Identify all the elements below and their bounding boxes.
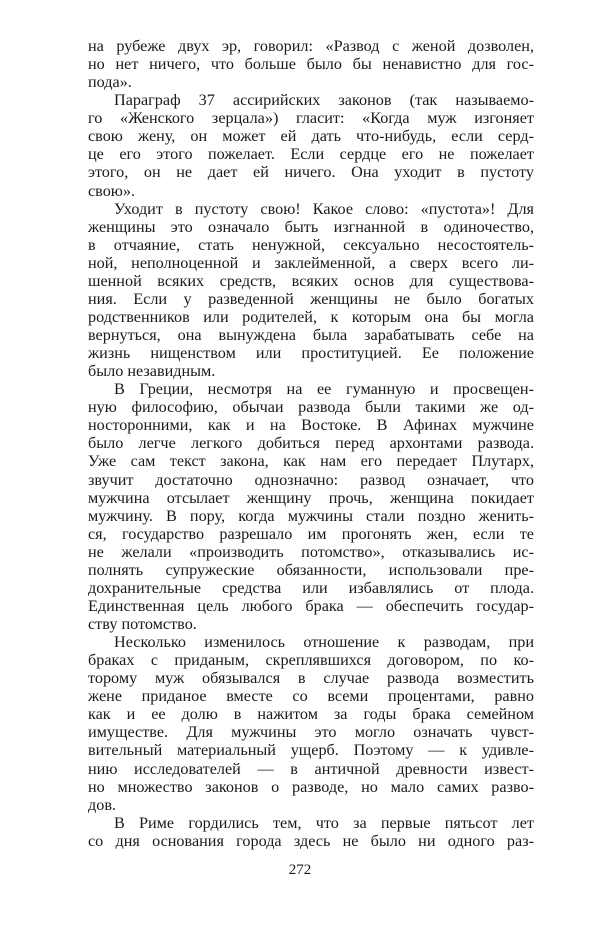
text-line: мужчина отсылает женщину прочь, женщина покидает [88,488,534,507]
text-line: но нет ничего, что больше было бы ненавистно для гос- [88,55,534,74]
text-line: торому муж обязывался в случае развода возместить [88,669,534,688]
text-line: Уже сам текст закона, как нам его передает Плутарх, [88,452,534,471]
page-number: 272 [288,862,312,878]
paragraph [88,814,534,850]
text-line: было незавидным. [88,362,216,381]
text-line: женщины это означало быть изгнанной в одиночество, [88,217,534,236]
text-line: со дня основания города здесь не было ни одного раз- [88,831,534,850]
text-line: жене приданое вместе со всеми процентами, равно [88,687,534,706]
text-line: Параграф 37 ассирийских законов (так называемо- [114,91,534,110]
text-line: но множество законов о разводе, но мало самих разво- [88,777,534,796]
text-line: вернуться, она вынуждена была зарабатывать себе на [88,326,534,344]
text-line: Несколько изменилось отношение к разводам, при [114,633,534,652]
text-line: этого, он не дает ей ничего. Она уходит в пустоту [88,163,534,182]
text-line: полнять супружеские обязанности, использовали пре- [88,560,534,579]
text-line: це его этого пожелает. Если сердце его не пожелает [88,145,534,164]
text-line: не желали «производить потомство», отказывались ис- [88,542,534,561]
text-line: свою». [88,181,136,200]
text-line: ству потомство. [88,615,197,633]
text-line: было легче легкого добиться перед архонтами развода. [88,434,534,453]
text-line: вительный материальный ущерб. Поэтому — к удивле- [88,741,534,760]
text-line: В Риме гордились тем, что за первые пятьсот лет [114,813,534,832]
text-line: В Греции, несмотря на ее гуманную и просвещен- [114,380,534,399]
text-line: на рубеже двух эр, говорил: «Развод с женой дозволен, [88,37,534,55]
text-line: родственников или родителей, к которым она бы могла [88,307,534,326]
paragraph [88,633,534,814]
paragraph [88,37,534,91]
text-line: пода». [88,73,132,92]
text-line: Единственная цель любого брака — обеспечить государ- [88,596,534,615]
text-line: браках с приданым, скреплявшихся договором, по ко- [88,651,534,670]
text-line: ся, государство разрешало им прогонять жен, если те [88,524,534,543]
text-line: свою жену, он может ей дать что-нибудь, если серд- [88,127,534,146]
text-line: жизнь нищенством или проституцией. Ее положение [88,344,534,363]
text-line: ния. Если у разведенной женщины не было богатых [88,289,534,308]
text-line: шенной всяких средств, всяких основ для существова- [88,271,534,290]
text-line: мужчину. В пору, когда мужчины стали поздно женить- [88,506,534,525]
text-line: как и ее долю в нажитом за годы брака семейном [88,705,534,724]
text-line: го «Женского зерцала») гласит: «Когда муж изгоняет [88,109,534,128]
paragraph [88,200,534,381]
text-line: в отчаяние, стать ненужной, сексуально несостоятель- [88,235,534,254]
text-line: дохранительные средства или избавлялись от плода. [88,578,534,597]
page-body [88,37,534,850]
text-line: имуществе. Для мужчины это могло означать чувст- [88,723,534,742]
text-line: ной, неполноценной и заклейменной, а сверх всего ли- [88,253,534,272]
text-line: Уходит в пустоту свою! Какое слово: «пустота»! Для [114,199,534,218]
paragraph [88,91,534,199]
text-line: ную философию, обычаи развода были такими же од- [88,398,534,417]
text-line: дов. [88,795,117,814]
text-line: носторонними, как и на Востоке. В Афинах мужчине [88,416,534,435]
paragraph [88,380,534,633]
text-line: звучит достаточно однозначно: развод означает, что [88,470,534,489]
text-line: нию исследователей — в античной древности извест- [88,759,534,778]
